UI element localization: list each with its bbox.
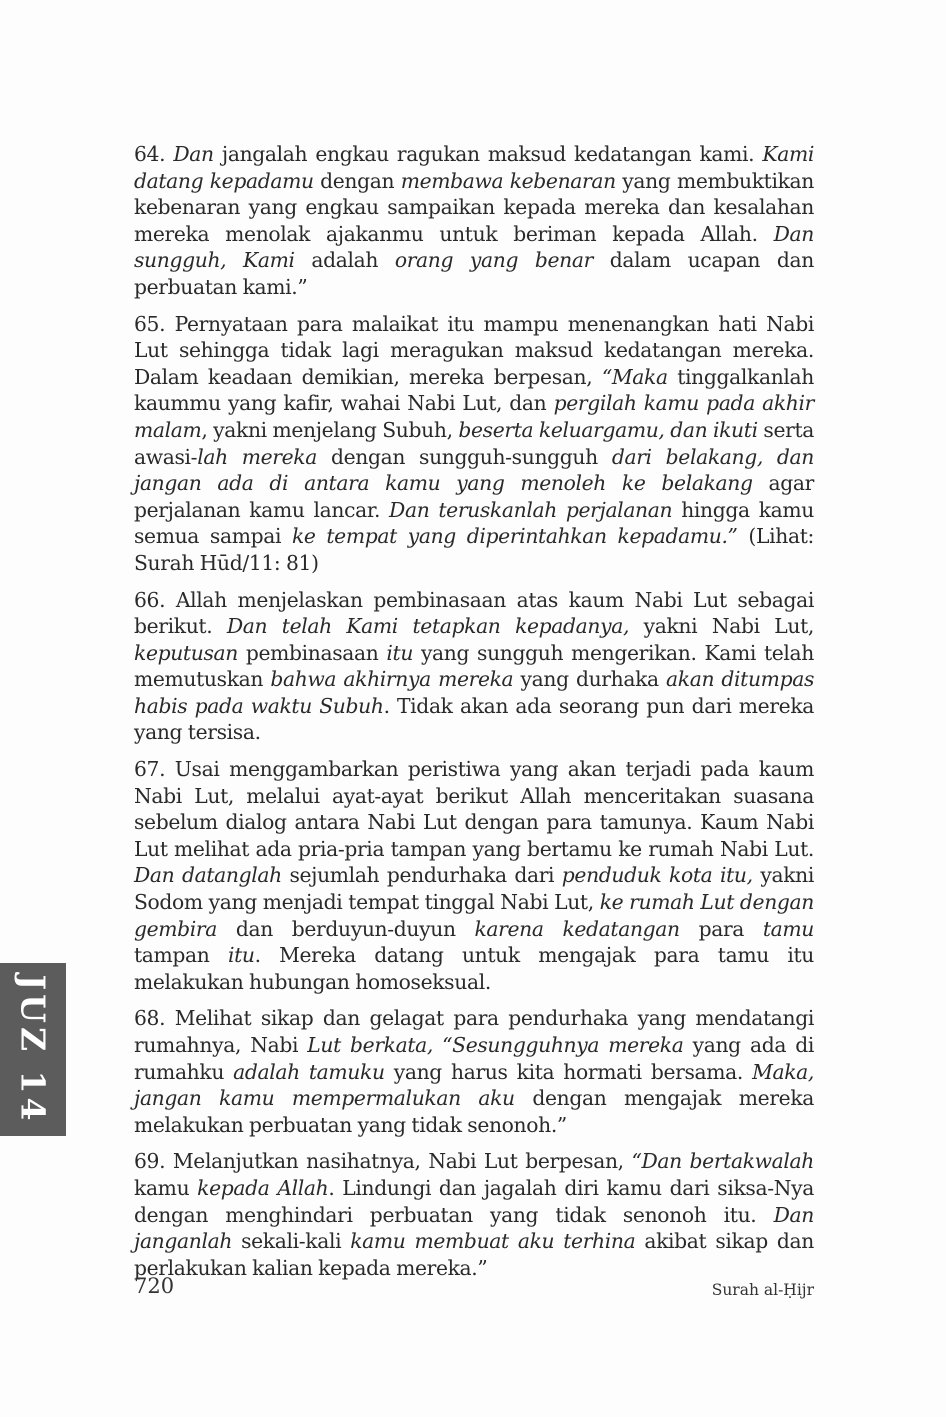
italic-run: akan ditumpas habis pada waktu Subuh [134,667,814,718]
italic-run: adalah tamuku [233,1059,385,1084]
paragraph-66: 66. Allah menjelaskan pembinasaan atas kaum Nabi Lut sebagai berikut. Dan telah Kami tetapkan kepadanya, yakni Nabi Lut, keputusan pembinasaan itu yang sungguh mengerikan. Kami telah memutuskan bahwa akhirnya mereka yang durhaka akan ditumpas habis pada waktu Subuh. Tidak akan ada seorang pun dari mereka yang tersisa. [134,587,815,745]
italic-run: penduduk kota itu, [561,863,753,888]
italic-run: ke rumah Lut dengan gembira [134,890,814,941]
paragraph-64: 64. Dan jangalah engkau ragukan maksud kedatangan kami. Kami datang kepadamu dengan membawa kebenaran yang membuktikan kebenaran yang engkau sampaikan kepada mereka dan kesalahan mereka menolak ajakanmu untuk beriman kepada Allah. Dan sungguh, Kami adalah orang yang benar dalam ucapan dan perbuatan kami.” [134,142,815,299]
italic-run: Dan telah Kami tetapkan kepadanya, [226,614,630,639]
running-footer-title: Surah al-Ḥijr [711,1281,814,1299]
italic-run: Dan janganlah [134,1202,814,1254]
italic-run: dari belakang, dan jangan ada di antara kamu yang menoleh ke belakang [134,444,814,496]
italic-run: Dan sungguh, Kami [134,221,814,273]
italic-run: itu [227,943,255,968]
italic-run: kamu membuat aku terhina [350,1229,636,1254]
italic-run: bahwa akhirnya mereka [270,667,514,692]
italic-run: ke tempat yang diperintahkan kepadamu.” [291,524,738,549]
italic-run: Dan datanglah [134,863,282,888]
page-number: 720 [134,1274,175,1298]
italic-run: Lut berkata, “Sesungguhnya mereka [307,1033,684,1057]
juz-side-tab [0,963,66,1136]
italic-run: “Dan bertakwalah [631,1149,814,1174]
italic-run: “Maka [601,364,668,389]
paragraph-69: 69. Melanjutkan nasihatnya, Nabi Lut berpesan, “Dan bertakwalah kamu kepada Allah. Lindungi dan jagalah diri kamu dari siksa-Nya dengan menghindari perbuatan yang tidak senonoh itu. Dan janganlah sekali-kali kamu membuat aku terhina akibat sikap dan perlakukan kalian kepada mereka.” [134,1149,814,1280]
paragraph-68: 68. Melihat sikap dan gelagat para pendurhaka yang mendatangi rumahnya, Nabi Lut berkata, “Sesungguhnya mereka yang ada di rumahku adalah tamuku yang harus kita hormati bersama. Maka, jangan kamu mempermalukan aku dengan mengajak mereka melakukan perbuatan yang tidak senonoh.” [134,1006,815,1137]
italic-run: Kami datang kepadamu [134,142,814,193]
italic-run: Dan [173,142,214,166]
juz-label: JUZ 14 [13,974,53,1125]
italic-run: membawa kebenaran [400,168,616,193]
italic-run: beserta keluargamu, dan ikuti [458,417,758,442]
italic-run: pergilah kamu pada akhir malam [134,391,814,442]
body-text [134,141,814,1291]
italic-run: itu [386,640,414,665]
italic-run: Dan teruskanlah perjalanan [389,497,673,522]
paragraph-67: 67. Usai menggambarkan peristiwa yang akan terjadi pada kaum Nabi Lut, melalui ayat-ayat berikut Allah menceritakan suasana sebelum dialog antara Nabi Lut dengan para tamunya. Kaum Nabi Lut melihat ada pria-pria tampan yang bertamu ke rumah Nabi Lut. Dan datanglah sejumlah pendurhaka dari penduduk kota itu, yakni Sodom yang menjadi tempat tinggal Nabi Lut, ke rumah Lut dengan gembira dan berduyun-duyun karena kedatangan para tamu tampan itu. Mereka datang untuk mengajak para tamu itu melakukan hubungan homoseksual. [134,757,814,994]
italic-run: keputusan [134,640,238,665]
italic-run: Maka, jangan kamu mempermalukan aku [134,1059,814,1111]
paragraph-65: 65. Pernyataan para malaikat itu mampu menenangkan hati Nabi Lut sehingga tidak lagi meragukan maksud kedatangan mereka. Dalam keadaan demikian, mereka berpesan, “Maka tinggalkanlah kaummu yang kafir, wahai Nabi Lut, dan pergilah kamu pada akhir malam, yakni menjelang Subuh, beserta keluargamu, dan ikuti serta awasi-lah mereka dengan sungguh-sungguh dari belakang, dan jangan ada di antara kamu yang menoleh ke belakang agar perjalanan kamu lancar. Dan teruskanlah perjalanan hingga kamu semua sampai ke tempat yang diperintahkan kepadamu.” (Lihat: Surah Hūd/11: 81) [134,311,815,575]
italic-run: lah mereka [197,444,317,469]
italic-run: kepada Allah [197,1175,329,1200]
italic-run: orang yang benar [394,248,593,273]
italic-run: karena kedatangan [474,916,680,941]
italic-run: tamu [762,916,814,941]
